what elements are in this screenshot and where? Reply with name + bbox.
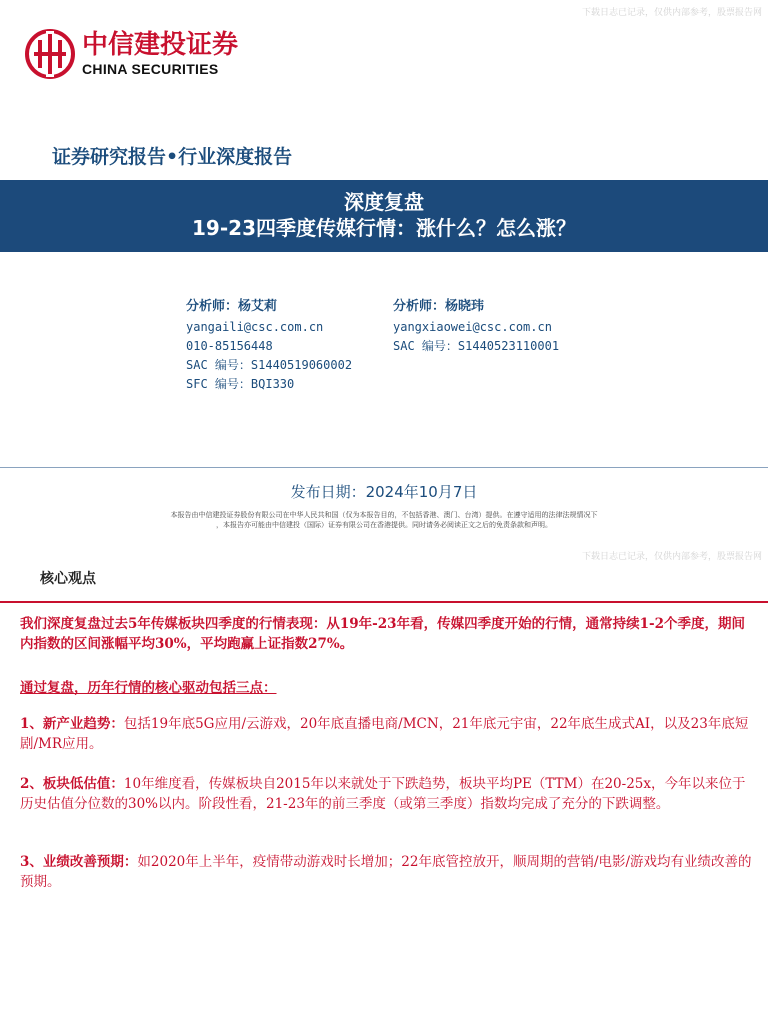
driver-lead: 1、新产业趋势： [20,716,124,732]
watermark-mid: 下载日志已记录，仅供内部参考，股票报告网 [581,552,762,562]
section-divider [0,467,768,468]
analyst-email: yangxiaowei@csc.com.cn [393,320,552,334]
analyst-sac: SAC 编号：S1440523110001 [393,339,560,353]
report-title-line1: 深度复盘 [344,190,424,214]
driver-point [20,774,757,814]
publish-date: 发布日期：2024年10月7日 [290,483,478,501]
disclaimer-line2: ，本报告亦可能由中信建投（国际）证券有限公司在香港提供。同时请务必阅读正文之后的免责条款和声明。 [216,521,552,529]
drivers-intro: 通过复盘，历年行情的核心驱动包括三点： [20,680,277,696]
analyst-sfc: SFC 编号：BQI330 [186,377,295,391]
company-logo [24,22,238,86]
analyst-sac: SAC 编号：S1440519060002 [186,358,353,372]
core-views-rule [0,601,768,603]
report-type: 证券研究报告•行业深度报告 [52,146,293,168]
disclaimer [110,510,658,530]
brand-name-en: CHINA SECURITIES [82,61,219,77]
core-summary: 我们深度复盘过去5年传媒板块四季度的行情表现：从19年-23年看，传媒四季度开始的行情，通常持续1-2个季度，期间内指数的区间涨幅平均30%，平均跑赢上证指数27%。 [20,616,745,652]
watermark-top: 下载日志已记录，仅供内部参考，股票报告网 [581,8,762,18]
driver-text: 包括19年底5G应用/云游戏，20年底直播电商/MCN，21年底元宇宙，22年底生成式AI，以及23年底短剧/MR应用。 [20,716,749,752]
brand-name-cn: 中信建投证券 [82,30,239,60]
driver-text: 10年维度看，传媒板块自2015年以来就处于下跌趋势，板块平均PE（TTM）在20-25x，今年以来位于历史估值分位数的30%以内。阶段性看，21-23年的前三季度（或第三季度）指数均完成了充分的下跌调整。 [20,776,746,812]
driver-lead: 3、业绩改善预期： [20,854,138,870]
disclaimer-line1: 本报告由中信建投证券股份有限公司在中华人民共和国（仅为本报告目的，不包括香港、澳门、台湾）提供。在遵守适用的法律法规情况下 [170,511,598,519]
analyst-email: yangaili@csc.com.cn [186,320,324,334]
analyst-name: 分析师：杨晓玮 [393,299,485,314]
analyst-card [393,296,559,356]
report-title-line2: 19-23四季度传媒行情：涨什么？怎么涨？ [192,216,576,240]
driver-point [20,852,757,892]
driver-text: 如2020年上半年，疫情带动游戏时长增加；22年底管控放开，顺周期的营销/电影/游戏均有业绩改善的预期。 [20,854,752,890]
china-securities-logo-icon [24,28,76,80]
analyst-phone: 010-85156448 [186,339,273,353]
title-banner [0,180,768,252]
analyst-name: 分析师：杨艾莉 [186,299,278,314]
driver-point [20,714,757,754]
core-views-heading: 核心观点 [40,571,96,587]
driver-lead: 2、板块低估值： [20,776,124,792]
analyst-card [186,296,352,394]
